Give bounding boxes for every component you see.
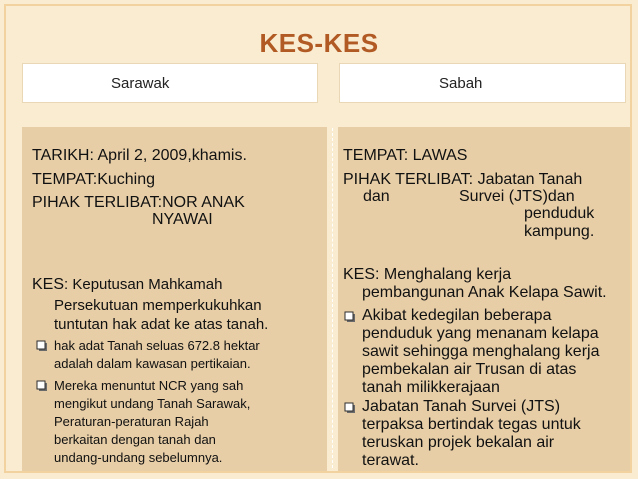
sabah-bullet2-line3: teruskan projek bekalan air: [362, 434, 555, 451]
sarawak-pihak-line2: NYAWAI: [152, 211, 213, 228]
sarawak-pihak-line1: PIHAK TERLIBAT:NOR ANAK: [32, 194, 245, 211]
sabah-bullet2-line2: terpaksa bertindak tegas untuk: [362, 416, 581, 433]
sabah-pihak-line4: kampung.: [524, 223, 595, 240]
square-bullet-icon: [36, 340, 48, 352]
sarawak-kes-text: : Keputusan Mahkamah: [64, 276, 223, 293]
column-divider: [332, 128, 333, 468]
sarawak-kes-prefix: KES: [32, 276, 65, 293]
sabah-bullet1-line3: sawit sehingga menghalang kerja: [362, 343, 600, 360]
sarawak-bullet2-line4: berkaitan dengan tanah dan: [54, 432, 216, 447]
sarawak-tempat: TEMPAT:Kuching: [32, 171, 156, 188]
square-bullet-icon: [36, 380, 48, 392]
sabah-pihak-line1: PIHAK TERLIBAT: Jabatan Tanah: [343, 171, 583, 188]
sabah-bullet1-line5: tanah milikkerajaan: [362, 379, 500, 396]
sabah-bullet1-line1: Akibat kedegilan beberapa: [362, 307, 552, 324]
header-sarawak: [22, 63, 318, 103]
header-sabah-label: Sabah: [439, 75, 483, 92]
sarawak-kes-line1: [32, 275, 222, 295]
sarawak-bullet2-line3: Peraturan-peraturan Rajah: [54, 414, 209, 429]
sabah-tempat: TEMPAT: LAWAS: [343, 147, 468, 164]
sabah-pihak-line2a: dan: [363, 188, 390, 205]
sabah-pihak-line3: penduduk: [524, 205, 595, 222]
sabah-kes-line2: pembangunan Anak Kelapa Sawit.: [362, 284, 607, 301]
sarawak-bullet2-line5: undang-undang sebelumnya.: [54, 450, 223, 465]
sabah-bullet2-line1: Jabatan Tanah Survei (JTS): [362, 398, 561, 415]
slide-title: KES-KES: [259, 28, 379, 58]
sarawak-bullet2-line2: mengikut undang Tanah Sarawak,: [54, 396, 251, 411]
sarawak-bullet1-line1: hak adat Tanah seluas 672.8 hektar: [54, 338, 260, 353]
header-sabah: [339, 63, 626, 103]
sarawak-kes-line2: Persekutuan memperkukuhkan: [54, 297, 262, 314]
sarawak-bullet1-line2: adalah dalam kawasan pertikaian.: [54, 356, 251, 371]
header-sarawak-label: Sarawak: [111, 75, 170, 92]
sabah-bullet1-line4: pembekalan air Trusan di atas: [362, 361, 577, 378]
square-bullet-icon: [344, 402, 356, 414]
sabah-bullet1-line2: penduduk yang menanam kelapa: [362, 325, 599, 342]
sabah-kes-line1: KES: Menghalang kerja: [343, 266, 512, 283]
sabah-pihak-line2b: Survei (JTS)dan: [459, 188, 575, 205]
sabah-bullet2-line4: terawat.: [362, 452, 419, 469]
sarawak-tarikh: TARIKH: April 2, 2009,khamis.: [32, 147, 247, 164]
square-bullet-icon: [344, 311, 356, 323]
sarawak-bullet2-line1: Mereka menuntut NCR yang sah: [54, 378, 244, 393]
sarawak-kes-line3: tuntutan hak adat ke atas tanah.: [54, 316, 269, 333]
